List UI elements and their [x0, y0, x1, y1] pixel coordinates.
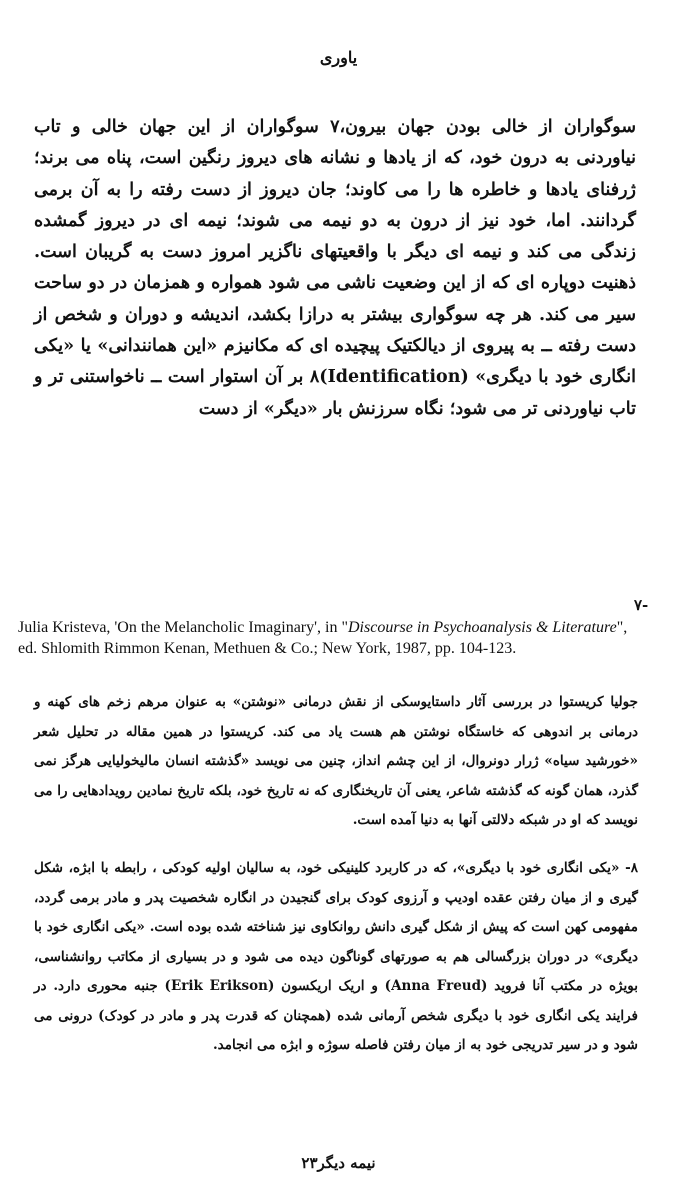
citation-author-part: Julia Kristeva, 'On the Melancholic Imaginary', in " [18, 619, 348, 636]
main-text [34, 112, 636, 425]
footnote-7-citation [18, 617, 638, 659]
footnote-7-text: جولیا کریستوا در بررسی آثار داستایوسکی از نقش درمانی «نوشتن» به عنوان مرهم زخم های کهنه و درمانی بر اندوهی که خاستگاه نوشتن هم هست یاد می کند. کریستوا در همین مقاله در تحلیل شعر «خورشید سیاه» ژرار دونروال، از این چشم انداز، چنین می نویسد «گذشته انسان مالیخولیایی هرگز نمی گذرد، همان گونه که گذشته شاعر، یعنی آن تاریخنگاری که نه تاریخ خود، بلکه تاریخ نمادین رویدادهایی را می نویسد که او در شبکه دلالتی آنها به دنیا آمده است. [34, 694, 638, 828]
footnote-8-text: ۸- «یکی انگاری خود با دیگری»، که در کاربرد کلینیکی خود، به سالیان اولیه کودکی ، رابطه با ابژه، شکل گیری و از میان رفتن عقده اودیپ و آرزوی کودک برای گنجیدن در انگاره شخصیت پدر و مادر برمی گردد، مفهومی کهن است که پیش از شکل گیری دانش روانکاوی نیز شناخته شده بوده است. «یکی انگاری خود با دیگری» در دوران بزرگسالی هم به صورتهای گوناگون دیده می شود و در بسیاری از مکاتب روانشناسی، بویژه در مکتب آنا فروید (Anna Freud) و اریک اریکسون (Erik Erikson) جنبه محوری دارد. در فرایند یکی انگاری خود با دیگری شخص آرمانی شده (همچنان که قدرت پدر و مادر در کودک) درونی می شود و در سیر تدریجی خود به از میان رفتن فاصله سوژه و ابژه می انجامد. [34, 860, 638, 1053]
page-footer: نیمه دیگر۲۳ [301, 1154, 376, 1172]
citation-book-title: Discourse in Psychoanalysis & Literature [347, 619, 617, 636]
citation-publisher-part: ", ed. Shlomith Rimmon Kenan, Methuen & Co.; New York, 1987, pp. 104-123. [18, 619, 628, 657]
running-header: یاوری [319, 48, 358, 67]
footnote-7-number: ۷- [634, 596, 649, 614]
main-paragraph: سوگواران از خالی بودن جهان بیرون،۷ سوگواران از این جهان خالی و تاب نیاوردنی به درون خود، که از یادها و نشانه های دیروز رنگین است، پناه می برند؛ ژرفنای یادها و خاطره ها را می کاوند؛ جان دیروز از دست رفته را به آن برمی گردانند. اما، خود نیز از درون به دو نیمه می شوند؛ نیمه ای در دیروز گمشده زندگی می کند و نیمه ای دیگر با واقعیتهای ناگزیر امروز دست به گریبان است. ذهنیت دوپاره ای که از این وضعیت ناشی می شود همواره و همزمان در دو ساحت سیر می کند. هر چه سوگواری بیشتر به درازا بکشد، اندیشه و دوران و شخص از دست رفته ــ به پیروی از دیالکتیک پیچیده ای که مکانیزم «این همانندانی» یا «یکی انگاری خود با دیگری» (Identification)۸ بر آن استوار است ــ ناخواستنی تر و تاب نیاوردنی تر می شود؛ نگاه سرزنش بار «دیگر» از دست [34, 117, 636, 419]
